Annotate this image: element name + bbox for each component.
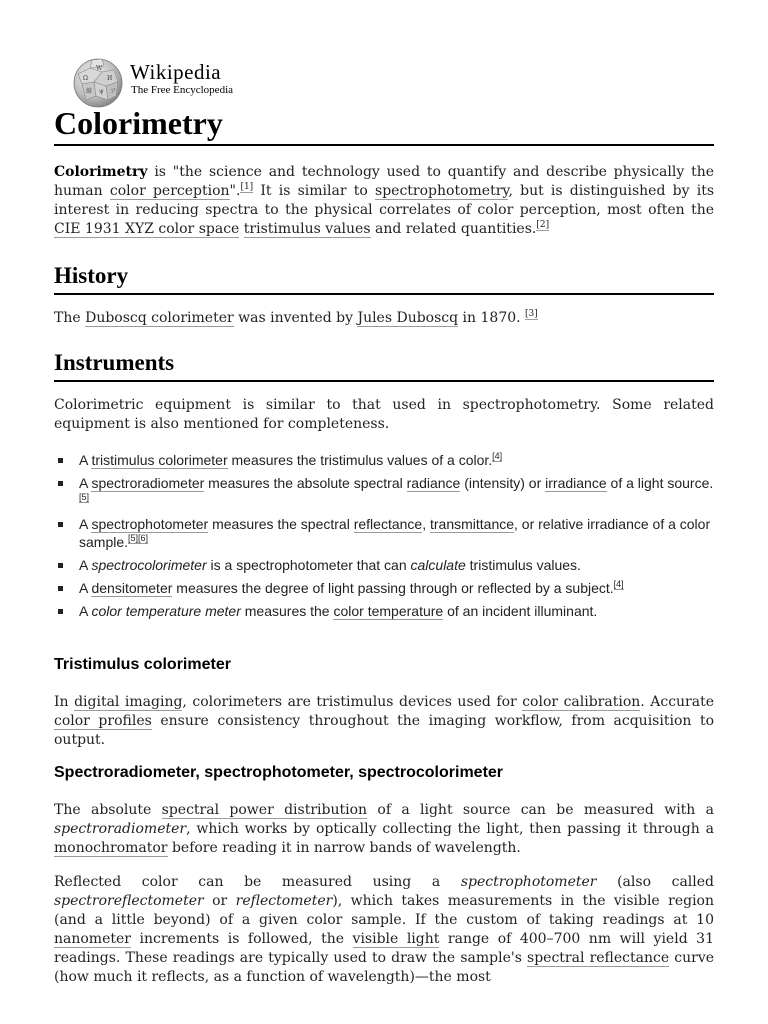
link-jules-duboscq[interactable]: Jules Duboscq [357, 310, 459, 326]
link-cie-1931[interactable]: CIE 1931 XYZ color space [54, 221, 240, 237]
globe-glyph: W [96, 65, 103, 72]
instruments-intro: Colorimetric equipment is similar to that used in spectrophotometry. Some related equipment is also mentioned for completeness. [54, 397, 714, 432]
text: and related quantities. [370, 221, 537, 237]
text: curve (how much it reflects, as a function of wavelength)—the most [54, 950, 715, 985]
wikipedia-globe-icon[interactable] [72, 56, 124, 108]
text: is a spectrophotometer that can [206, 557, 411, 573]
link-color-calibration[interactable]: color calibration [522, 694, 641, 710]
text: is "the science and technology used to quantify and describe physically the human [54, 164, 714, 199]
link-color-perception[interactable]: color perception [109, 183, 230, 199]
text: A [79, 452, 92, 468]
text: ". [229, 183, 241, 199]
link-densitometer[interactable]: densitometer [91, 580, 173, 596]
text: The [54, 310, 86, 326]
list-item [54, 515, 714, 551]
text: measures the [240, 603, 334, 619]
text: , colorimeters are tristimulus devices used for [182, 694, 523, 710]
globe-glyph: ア [110, 88, 117, 95]
globe-glyph: 維 [86, 88, 93, 95]
link-irradiance[interactable]: irradiance [545, 475, 607, 491]
text: measures the absolute spectral [204, 475, 407, 491]
link-spectral-power-distribution[interactable]: spectral power distribution [161, 802, 368, 818]
reference-3[interactable]: [3] [525, 309, 538, 320]
page-title: Colorimetry [54, 102, 714, 146]
reference-5[interactable]: [5] [79, 492, 90, 503]
heading-spectroradiometer: Spectroradiometer, spectrophotometer, spectrocolorimeter [54, 764, 504, 781]
link-digital-imaging[interactable]: digital imaging [74, 694, 183, 710]
link-reflectance[interactable]: reflectance [353, 516, 423, 532]
reference-4[interactable]: [4] [613, 579, 624, 590]
emphasis: spectrocolorimeter [91, 557, 207, 573]
link-color-profiles[interactable]: color profiles [54, 713, 152, 729]
link-transmittance[interactable]: transmittance [429, 516, 515, 532]
link-tristimulus-colorimeter[interactable]: tristimulus colorimeter [91, 452, 228, 468]
reference-4[interactable]: [4] [492, 451, 503, 462]
reference-5[interactable]: [5] [128, 533, 139, 544]
text: ), which takes measurements in the visible region (and a little beyond) of a given color sample. If the custom of taking readings at 10 [54, 893, 714, 928]
text: tristimulus values. [465, 557, 581, 573]
history-paragraph [54, 309, 714, 328]
text: A [79, 516, 92, 532]
text: A [79, 557, 92, 573]
text: or [203, 893, 236, 909]
globe-glyph: Ω [83, 75, 88, 82]
text: measures the spectral [208, 516, 354, 532]
emphasis: spectrophotometer [460, 874, 597, 890]
text: (also called [596, 874, 714, 890]
text: in 1870. [458, 310, 526, 326]
text: , [422, 516, 430, 532]
text: measures the tristimulus values of a color. [227, 452, 493, 468]
spectro-paragraph-1 [54, 801, 714, 858]
list-item [54, 602, 714, 620]
link-monochromator[interactable]: monochromator [54, 840, 168, 856]
link-spectrophotometer[interactable]: spectrophotometer [91, 516, 209, 532]
text: A [79, 580, 92, 596]
text: A [79, 475, 92, 491]
list-item [54, 451, 714, 469]
globe-glyph: И [107, 75, 113, 82]
text: (intensity) or [460, 475, 546, 491]
text: of a light source. [606, 475, 714, 491]
list-item [54, 474, 714, 510]
list-item [54, 556, 714, 574]
heading-history: History [54, 261, 714, 295]
tristimulus-paragraph [54, 693, 714, 750]
text: range of 400–700 nm will yield 31 readings. These readings are typically used to draw the sample's [54, 931, 714, 966]
link-visible-light[interactable]: visible light [352, 931, 440, 947]
text: A [79, 603, 92, 619]
wikipedia-wordmark: Wikipedia [130, 60, 222, 84]
link-spectroradiometer[interactable]: spectroradiometer [91, 475, 205, 491]
reference-1[interactable]: [1] [240, 182, 254, 193]
heading-instruments: Instruments [54, 348, 714, 382]
text: ensure consistency throughout the imaging workflow, from acquisition to output. [54, 713, 714, 748]
reference-2[interactable]: [2] [536, 220, 550, 231]
text: of a light source can be measured with a [367, 802, 714, 818]
text: It is similar to [253, 183, 376, 199]
text: The absolute [54, 802, 162, 818]
text: of an incident illuminant. [443, 603, 598, 619]
text: was invented by [233, 310, 358, 326]
emphasis: calculate [410, 557, 466, 573]
text: , or relative irradiance of a color sample. [79, 516, 711, 550]
text: increments is followed, the [130, 931, 353, 947]
link-radiance[interactable]: radiance [406, 475, 461, 491]
text: , but is distinguished by its interest in reducing spectra to the physical correlates of color perception, most often the [54, 183, 715, 218]
spectro-paragraph-2 [54, 873, 714, 987]
emphasis: reflectometer [235, 893, 333, 909]
emphasis: spectroradiometer [54, 821, 187, 837]
instruments-list [54, 451, 714, 625]
wikipedia-tagline: The Free Encyclopedia [131, 84, 234, 96]
link-spectral-reflectance[interactable]: spectral reflectance [527, 950, 670, 966]
emphasis: spectroreflectometer [54, 893, 204, 909]
globe-glyph: ψ [99, 88, 104, 95]
emphasis: color temperature meter [91, 603, 241, 619]
text: , which works by optically collecting the light, then passing it through a [186, 821, 714, 837]
list-item [54, 579, 714, 597]
link-nanometer[interactable]: nanometer [54, 931, 131, 947]
link-spectrophotometry[interactable]: spectrophotometry [375, 183, 509, 199]
intro-paragraph [54, 163, 714, 239]
link-tristimulus-values[interactable]: tristimulus values [243, 221, 371, 237]
text: . Accurate [640, 694, 714, 710]
link-color-temperature[interactable]: color temperature [333, 603, 444, 619]
text: Reflected color can be measured using a [54, 874, 461, 890]
text: before reading it in narrow bands of wavelength. [167, 840, 521, 856]
link-duboscq-colorimeter[interactable]: Duboscq colorimeter [85, 310, 234, 326]
text: In [54, 694, 75, 710]
intro-term: Colorimetry [54, 164, 148, 180]
heading-tristimulus-colorimeter: Tristimulus colorimeter [54, 656, 231, 673]
reference-6[interactable]: [6] [138, 533, 149, 544]
text: measures the degree of light passing through or reflected by a subject. [172, 580, 614, 596]
